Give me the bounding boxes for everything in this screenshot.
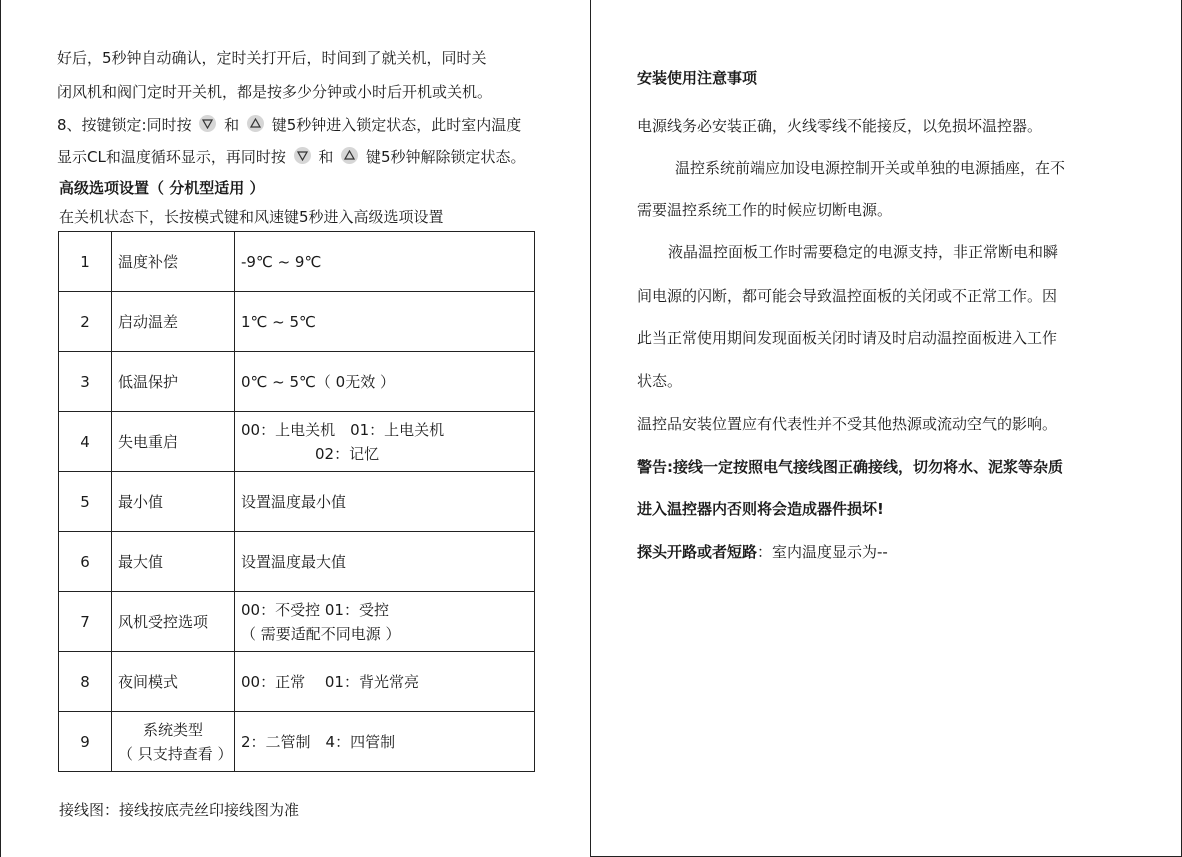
key-unlock-line: 显示CL和温度循环显示，再同时按 和 键5秒钟解除锁定状态。 [57, 148, 526, 166]
option-number: 3 [59, 352, 112, 412]
option-value: 设置温度最小值 [235, 472, 535, 532]
table-row [59, 532, 535, 592]
table-row [59, 352, 535, 412]
option-number: 7 [59, 592, 112, 652]
option-value-line: 00：上电关机 01：上电关机 [241, 420, 445, 439]
paragraph-line: 温控品安装位置应有代表性并不受其他热源或流动空气的影响。 [637, 415, 1058, 433]
option-number: 4 [59, 412, 112, 472]
section-title: 安装使用注意事项 [637, 69, 758, 87]
up-arrow-key-icon [247, 115, 264, 132]
warning-line: 警告:接线一定按照电气接线图正确接线，切勿将水、泥浆等杂质 [637, 458, 1064, 476]
option-value: 设置温度最大值 [235, 532, 535, 592]
option-name: 夜间模式 [112, 652, 235, 712]
option-name: 温度补偿 [112, 232, 235, 292]
paragraph-line: 电源线务必安装正确，火线零线不能接反，以免损坏温控器。 [637, 117, 1043, 135]
table-row [59, 652, 535, 712]
option-value: 0℃ ~ 5℃（ 0无效 ） [235, 352, 535, 412]
right-page [590, 0, 1182, 857]
warning-line: 进入温控器内否则将会造成器件损坏! [637, 500, 884, 518]
option-value-line: （ 需要适配不同电源 ） [241, 624, 401, 643]
left-page [0, 0, 590, 857]
paragraph-line: 此当正常使用期间发现面板关闭时请及时启动温控面板进入工作 [637, 329, 1058, 347]
option-number: 2 [59, 292, 112, 352]
option-value-line: 02：记忆 [315, 444, 380, 463]
advanced-options-table [58, 231, 535, 772]
table-row [59, 472, 535, 532]
table-row [59, 412, 535, 472]
option-name: 失电重启 [112, 412, 235, 472]
advanced-settings-title: 高级选项设置（ 分机型适用 ） [59, 179, 265, 197]
option-value [235, 412, 535, 472]
option-value: 00：正常 01：背光常亮 [235, 652, 535, 712]
option-number: 9 [59, 712, 112, 772]
option-value: 1℃ ~ 5℃ [235, 292, 535, 352]
paragraph-line: 好后，5秒钟自动确认，定时关打开后，时间到了就关机，同时关 [57, 49, 487, 67]
down-arrow-key-icon [294, 147, 311, 164]
up-arrow-key-icon [341, 147, 358, 164]
option-name-line: 系统类型 [142, 720, 203, 739]
paragraph-line: 间电源的闪断，都可能会导致温控面板的关闭或不正常工作。因 [637, 287, 1058, 305]
option-value [235, 592, 535, 652]
wiring-note: 接线图：接线按底壳丝印接线图为准 [59, 801, 300, 819]
paragraph-line: 需要温控系统工作的时候应切断电源。 [637, 201, 893, 219]
option-name-line: （ 只支持查看 ） [118, 744, 233, 763]
option-number: 1 [59, 232, 112, 292]
probe-fault-label: 探头开路或者短路 [637, 543, 758, 561]
option-name: 启动温差 [112, 292, 235, 352]
option-value-line: 00：不受控 01：受控 [241, 600, 389, 619]
advanced-settings-description: 在关机状态下，长按模式键和风速键5秒进入高级选项设置 [59, 208, 444, 226]
option-name: 风机受控选项 [112, 592, 235, 652]
option-value: -9℃ ~ 9℃ [235, 232, 535, 292]
key-lock-line: 8、按键锁定:同时按 和 键5秒钟进入锁定状态，此时室内温度 [57, 116, 522, 134]
option-name: 低温保护 [112, 352, 235, 412]
option-name: 最小值 [112, 472, 235, 532]
option-number: 8 [59, 652, 112, 712]
down-arrow-key-icon [199, 115, 216, 132]
option-number: 5 [59, 472, 112, 532]
paragraph-line: 温控系统前端应加设电源控制开关或单独的电源插座，在不 [675, 159, 1066, 177]
option-name: 最大值 [112, 532, 235, 592]
table-row [59, 292, 535, 352]
table-row [59, 592, 535, 652]
table-row [59, 232, 535, 292]
option-value: 2：二管制 4：四管制 [235, 712, 535, 772]
option-number: 6 [59, 532, 112, 592]
paragraph-line: 液晶温控面板工作时需要稳定的电源支持，非正常断电和瞬 [668, 243, 1059, 261]
paragraph-line: 状态。 [637, 372, 683, 390]
option-name [112, 712, 235, 772]
paragraph-line: 闭风机和阀门定时开关机，都是按多少分钟或小时后开机或关机。 [57, 83, 493, 101]
probe-fault-text: ：室内温度显示为-- [757, 543, 888, 561]
probe-fault-line [637, 541, 888, 562]
table-row [59, 712, 535, 772]
